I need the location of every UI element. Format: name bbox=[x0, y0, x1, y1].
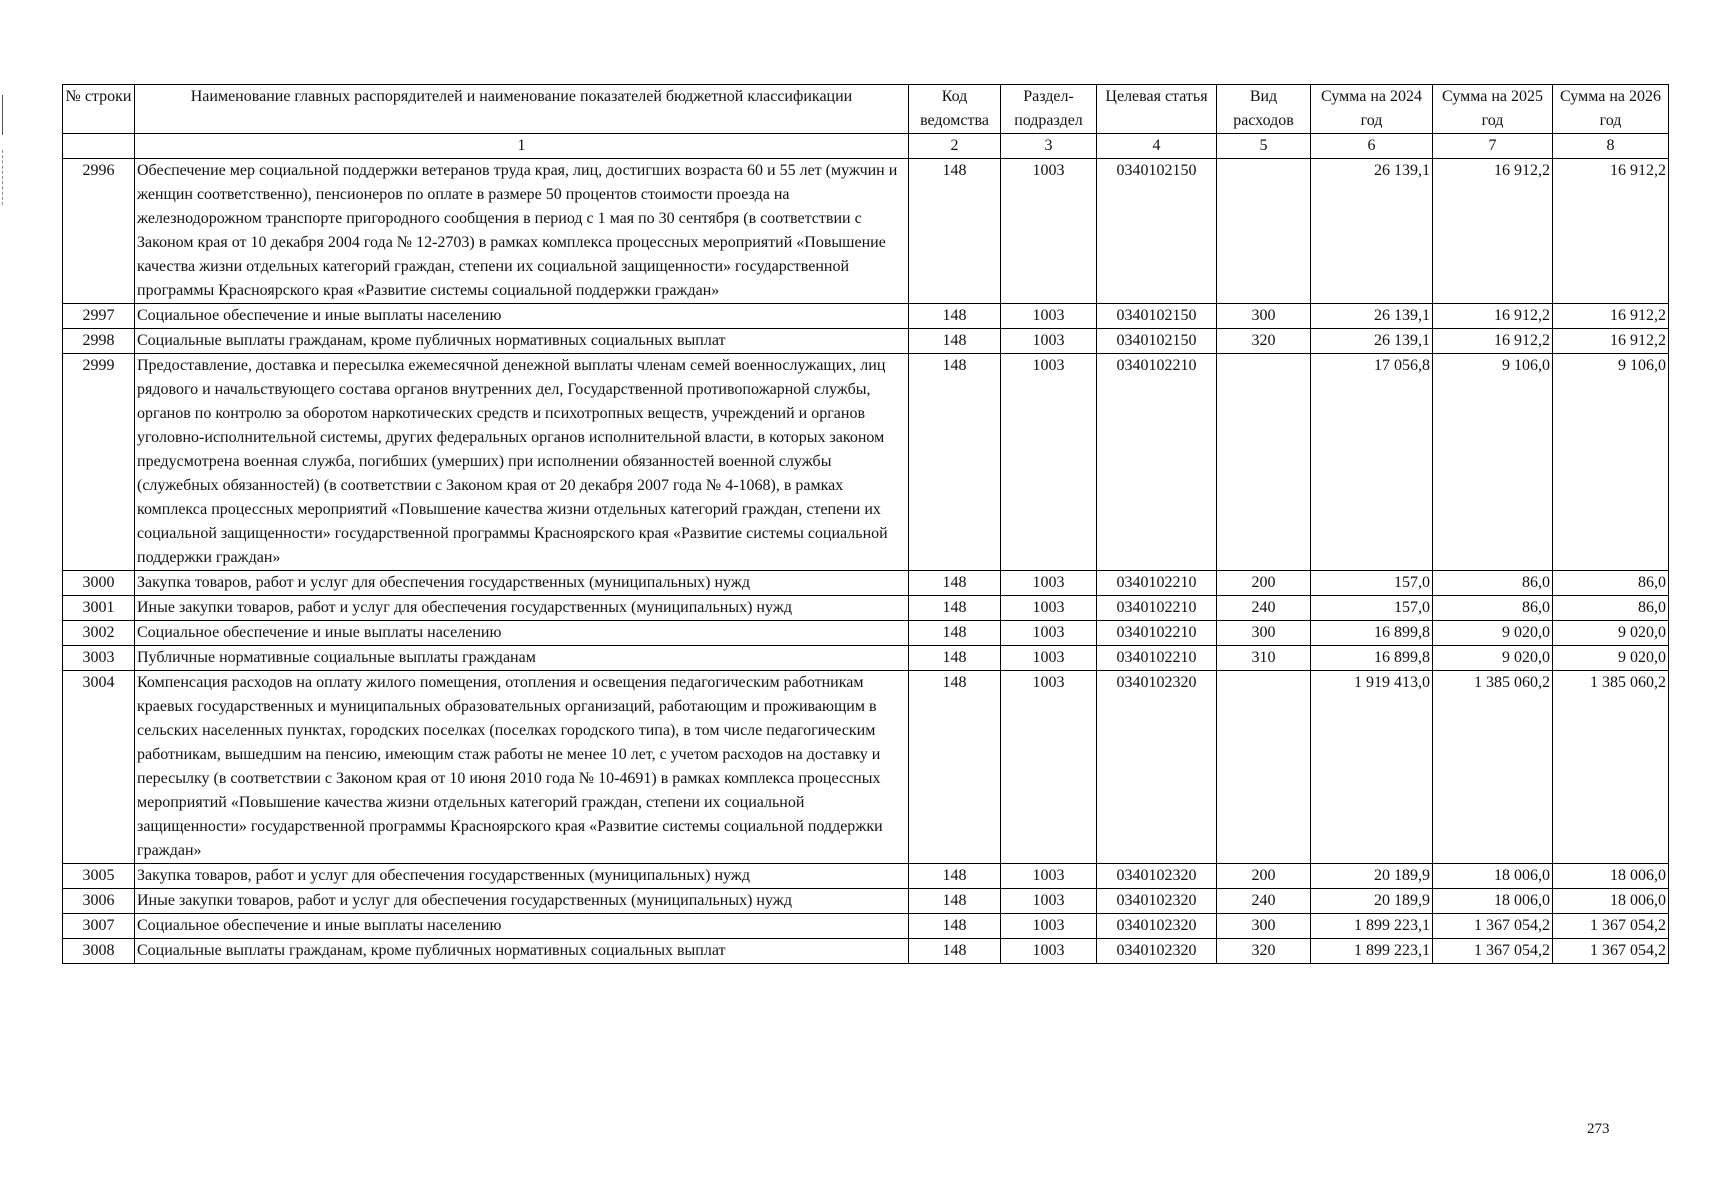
row-dept-code: 148 bbox=[909, 939, 1001, 964]
row-expense-type bbox=[1217, 671, 1311, 864]
header-sum-2025: Сумма на 2025 год bbox=[1433, 85, 1553, 134]
row-sum-2024: 16 899,8 bbox=[1311, 646, 1433, 671]
row-section: 1003 bbox=[1001, 646, 1097, 671]
row-expense-type: 320 bbox=[1217, 329, 1311, 354]
row-expense-type: 200 bbox=[1217, 571, 1311, 596]
row-sum-2026: 18 006,0 bbox=[1553, 889, 1669, 914]
row-sum-2025: 16 912,2 bbox=[1433, 329, 1553, 354]
column-number: 3 bbox=[1001, 134, 1097, 159]
row-sum-2026: 86,0 bbox=[1553, 571, 1669, 596]
row-target: 0340102320 bbox=[1097, 939, 1217, 964]
header-sum-2024: Сумма на 2024 год bbox=[1311, 85, 1433, 134]
row-sum-2026: 16 912,2 bbox=[1553, 329, 1669, 354]
row-sum-2024: 1 899 223,1 bbox=[1311, 939, 1433, 964]
row-name: Обеспечение мер социальной поддержки ветеранов труда края, лиц, достигших возраста 60 и 55 лет (мужчин и женщин соответственно), пенсионеров по оплате в размере 50 процентов стоимости проезда на железнодорожном транспорте пригородного сообщения в период с 1 мая по 30 сентября (в соответствии с Законом края от 10 декабря 2004 года № 12-2703) в рамках комплекса процессных мероприятий «Повышение качества жизни отдельных категорий граждан, степени их социальной защищенности» государственной программы Красноярского края «Развитие системы социальной поддержки граждан» bbox=[135, 159, 909, 304]
row-dept-code: 148 bbox=[909, 646, 1001, 671]
row-sum-2025: 1 367 054,2 bbox=[1433, 914, 1553, 939]
row-sum-2026: 9 020,0 bbox=[1553, 646, 1669, 671]
table-row bbox=[63, 864, 1669, 889]
table-row bbox=[63, 354, 1669, 571]
row-dept-code: 148 bbox=[909, 159, 1001, 304]
row-sum-2025: 9 106,0 bbox=[1433, 354, 1553, 571]
column-number: 2 bbox=[909, 134, 1001, 159]
row-expense-type: 240 bbox=[1217, 596, 1311, 621]
row-sum-2024: 157,0 bbox=[1311, 596, 1433, 621]
row-dept-code: 148 bbox=[909, 621, 1001, 646]
row-target: 0340102150 bbox=[1097, 329, 1217, 354]
row-number: 3007 bbox=[63, 914, 135, 939]
row-dept-code: 148 bbox=[909, 864, 1001, 889]
column-number: 1 bbox=[135, 134, 909, 159]
row-dept-code: 148 bbox=[909, 304, 1001, 329]
table-row bbox=[63, 646, 1669, 671]
row-sum-2024: 1 919 413,0 bbox=[1311, 671, 1433, 864]
row-sum-2026: 16 912,2 bbox=[1553, 304, 1669, 329]
row-name: Предоставление, доставка и пересылка ежемесячной денежной выплаты членам семей военнослужащих, лиц рядового и начальствующего состава органов внутренних дел, Государственной противопожарной службы, органов по контролю за оборотом наркотических средств и психотропных веществ, учреждений и органов уголовно-исполнительной системы, других федеральных органов исполнительной власти, в которых законом предусмотрена военная служба, погибших (умерших) при исполнении обязанностей военной службы (служебных обязанностей) (в соответствии с Законом края от 20 декабря 2007 года № 4-1068), в рамках комплекса процессных мероприятий «Повышение качества жизни отдельных категорий граждан, степени их социальной защищенности» государственной программы Красноярского края «Развитие системы социальной поддержки граждан» bbox=[135, 354, 909, 571]
row-section: 1003 bbox=[1001, 329, 1097, 354]
row-target: 0340102320 bbox=[1097, 671, 1217, 864]
column-number: 5 bbox=[1217, 134, 1311, 159]
row-target: 0340102210 bbox=[1097, 646, 1217, 671]
row-target: 0340102320 bbox=[1097, 889, 1217, 914]
table-row bbox=[63, 596, 1669, 621]
row-dept-code: 148 bbox=[909, 571, 1001, 596]
row-sum-2025: 86,0 bbox=[1433, 596, 1553, 621]
row-section: 1003 bbox=[1001, 914, 1097, 939]
header-row-no: № строки bbox=[63, 85, 135, 134]
row-name: Закупка товаров, работ и услуг для обеспечения государственных (муниципальных) нужд bbox=[135, 864, 909, 889]
row-section: 1003 bbox=[1001, 304, 1097, 329]
row-sum-2024: 20 189,9 bbox=[1311, 889, 1433, 914]
column-number: 6 bbox=[1311, 134, 1433, 159]
row-sum-2024: 16 899,8 bbox=[1311, 621, 1433, 646]
row-name: Закупка товаров, работ и услуг для обеспечения государственных (муниципальных) нужд bbox=[135, 571, 909, 596]
row-sum-2026: 9 020,0 bbox=[1553, 621, 1669, 646]
row-dept-code: 148 bbox=[909, 671, 1001, 864]
row-expense-type: 300 bbox=[1217, 914, 1311, 939]
row-expense-type: 200 bbox=[1217, 864, 1311, 889]
row-name: Социальные выплаты гражданам, кроме публичных нормативных социальных выплат bbox=[135, 939, 909, 964]
row-number: 3002 bbox=[63, 621, 135, 646]
row-target: 0340102210 bbox=[1097, 621, 1217, 646]
binding-mark-top bbox=[2, 95, 3, 135]
row-sum-2024: 157,0 bbox=[1311, 571, 1433, 596]
row-number: 3000 bbox=[63, 571, 135, 596]
row-number: 2999 bbox=[63, 354, 135, 571]
row-sum-2026: 1 385 060,2 bbox=[1553, 671, 1669, 864]
row-sum-2025: 1 367 054,2 bbox=[1433, 939, 1553, 964]
row-sum-2024: 26 139,1 bbox=[1311, 304, 1433, 329]
row-sum-2024: 20 189,9 bbox=[1311, 864, 1433, 889]
row-sum-2025: 16 912,2 bbox=[1433, 304, 1553, 329]
header-name: Наименование главных распорядителей и наименование показателей бюджетной классификации bbox=[135, 85, 909, 134]
row-expense-type: 300 bbox=[1217, 621, 1311, 646]
row-target: 0340102320 bbox=[1097, 864, 1217, 889]
row-name: Публичные нормативные социальные выплаты гражданам bbox=[135, 646, 909, 671]
row-sum-2024: 17 056,8 bbox=[1311, 354, 1433, 571]
row-name: Компенсация расходов на оплату жилого помещения, отопления и освещения педагогическим работникам краевых государственных и муниципальных образовательных организаций, работающим и проживающим в сельских населенных пунктах, городских поселках (поселках городского типа), в том числе педагогическим работникам, вышедшим на пенсию, имеющим стаж работы не менее 10 лет, с учетом расходов на доставку и пересылку (в соответствии с Законом края от 10 июня 2010 года № 10-4691) в рамках комплекса процессных мероприятий «Повышение качества жизни отдельных категорий граждан, степени их социальной защищенности» государственной программы Красноярского края «Развитие системы социальной поддержки граждан» bbox=[135, 671, 909, 864]
table-row bbox=[63, 571, 1669, 596]
binding-mark-dashed bbox=[2, 150, 4, 205]
row-sum-2025: 9 020,0 bbox=[1433, 646, 1553, 671]
row-sum-2024: 1 899 223,1 bbox=[1311, 914, 1433, 939]
row-section: 1003 bbox=[1001, 671, 1097, 864]
table-header-row bbox=[63, 85, 1669, 134]
row-number: 3004 bbox=[63, 671, 135, 864]
row-section: 1003 bbox=[1001, 159, 1097, 304]
table-row bbox=[63, 621, 1669, 646]
row-sum-2026: 1 367 054,2 bbox=[1553, 914, 1669, 939]
row-name: Социальное обеспечение и иные выплаты населению bbox=[135, 914, 909, 939]
page-number: 273 bbox=[1587, 1121, 1610, 1137]
row-sum-2025: 9 020,0 bbox=[1433, 621, 1553, 646]
row-expense-type: 300 bbox=[1217, 304, 1311, 329]
table-row bbox=[63, 914, 1669, 939]
table-row bbox=[63, 939, 1669, 964]
column-number-row bbox=[63, 134, 1669, 159]
row-sum-2025: 18 006,0 bbox=[1433, 889, 1553, 914]
header-sum-2026: Сумма на 2026 год bbox=[1553, 85, 1669, 134]
row-number: 3001 bbox=[63, 596, 135, 621]
table-row bbox=[63, 889, 1669, 914]
row-dept-code: 148 bbox=[909, 914, 1001, 939]
table-row bbox=[63, 159, 1669, 304]
row-name: Социальное обеспечение и иные выплаты населению bbox=[135, 621, 909, 646]
header-expense-type: Вид расходов bbox=[1217, 85, 1311, 134]
header-dept-code: Код ведомства bbox=[909, 85, 1001, 134]
row-number: 2996 bbox=[63, 159, 135, 304]
row-number: 3008 bbox=[63, 939, 135, 964]
row-sum-2024: 26 139,1 bbox=[1311, 159, 1433, 304]
table-row bbox=[63, 304, 1669, 329]
row-section: 1003 bbox=[1001, 939, 1097, 964]
row-expense-type: 240 bbox=[1217, 889, 1311, 914]
row-dept-code: 148 bbox=[909, 354, 1001, 571]
row-name: Социальные выплаты гражданам, кроме публичных нормативных социальных выплат bbox=[135, 329, 909, 354]
row-number: 3003 bbox=[63, 646, 135, 671]
table-row bbox=[63, 329, 1669, 354]
header-target: Целевая статья bbox=[1097, 85, 1217, 134]
row-sum-2025: 1 385 060,2 bbox=[1433, 671, 1553, 864]
row-sum-2026: 16 912,2 bbox=[1553, 159, 1669, 304]
row-target: 0340102210 bbox=[1097, 354, 1217, 571]
row-sum-2026: 1 367 054,2 bbox=[1553, 939, 1669, 964]
row-sum-2026: 86,0 bbox=[1553, 596, 1669, 621]
row-sum-2026: 18 006,0 bbox=[1553, 864, 1669, 889]
row-target: 0340102210 bbox=[1097, 571, 1217, 596]
row-expense-type: 320 bbox=[1217, 939, 1311, 964]
row-target: 0340102150 bbox=[1097, 304, 1217, 329]
row-dept-code: 148 bbox=[909, 596, 1001, 621]
row-name: Иные закупки товаров, работ и услуг для обеспечения государственных (муниципальных) нужд bbox=[135, 889, 909, 914]
row-expense-type bbox=[1217, 159, 1311, 304]
row-section: 1003 bbox=[1001, 354, 1097, 571]
row-target: 0340102320 bbox=[1097, 914, 1217, 939]
row-name: Социальное обеспечение и иные выплаты населению bbox=[135, 304, 909, 329]
column-number: 4 bbox=[1097, 134, 1217, 159]
row-number: 3006 bbox=[63, 889, 135, 914]
column-number: 7 bbox=[1433, 134, 1553, 159]
budget-table-container bbox=[62, 84, 1668, 964]
column-number-blank bbox=[63, 134, 135, 159]
row-dept-code: 148 bbox=[909, 889, 1001, 914]
row-sum-2025: 86,0 bbox=[1433, 571, 1553, 596]
row-expense-type: 310 bbox=[1217, 646, 1311, 671]
row-sum-2026: 9 106,0 bbox=[1553, 354, 1669, 571]
row-number: 2997 bbox=[63, 304, 135, 329]
row-target: 0340102150 bbox=[1097, 159, 1217, 304]
row-sum-2024: 26 139,1 bbox=[1311, 329, 1433, 354]
row-section: 1003 bbox=[1001, 621, 1097, 646]
row-dept-code: 148 bbox=[909, 329, 1001, 354]
row-section: 1003 bbox=[1001, 571, 1097, 596]
row-sum-2025: 16 912,2 bbox=[1433, 159, 1553, 304]
row-section: 1003 bbox=[1001, 596, 1097, 621]
column-number: 8 bbox=[1553, 134, 1669, 159]
row-number: 2998 bbox=[63, 329, 135, 354]
budget-table bbox=[62, 84, 1669, 964]
row-expense-type bbox=[1217, 354, 1311, 571]
row-section: 1003 bbox=[1001, 864, 1097, 889]
row-name: Иные закупки товаров, работ и услуг для обеспечения государственных (муниципальных) нужд bbox=[135, 596, 909, 621]
table-row bbox=[63, 671, 1669, 864]
row-sum-2025: 18 006,0 bbox=[1433, 864, 1553, 889]
row-section: 1003 bbox=[1001, 889, 1097, 914]
row-number: 3005 bbox=[63, 864, 135, 889]
header-section: Раздел- подраздел bbox=[1001, 85, 1097, 134]
row-target: 0340102210 bbox=[1097, 596, 1217, 621]
